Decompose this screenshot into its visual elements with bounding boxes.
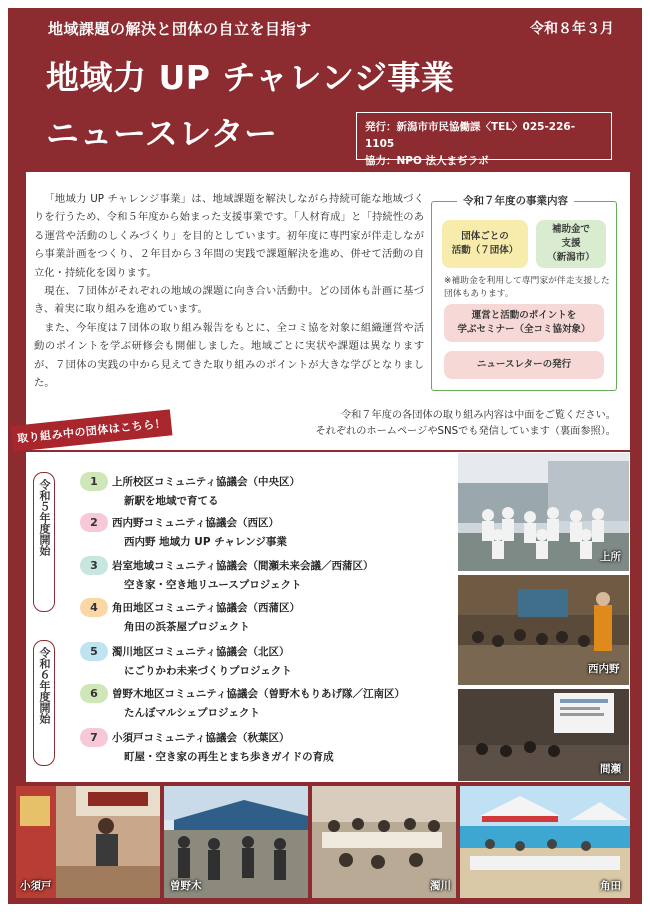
year-label-r5-text: 令和５年度開始 [38, 479, 51, 556]
organization-number: 1 [80, 472, 108, 491]
organization-item [80, 728, 456, 768]
organization-name: 上所校区コミュニティ協議会（中央区） [112, 476, 300, 488]
organization-item [80, 598, 456, 638]
year-label-r6 [33, 640, 55, 766]
panel-note-line-1: 令和７年度の各団体の取り組み内容は中面をご覧ください。 [340, 410, 616, 421]
photo-sonoki [164, 786, 308, 898]
chip-seminar-line-2: 学ぶセミナー（全コミ協対象） [457, 324, 591, 335]
year-label-r5 [33, 472, 55, 612]
organization-name: 西内野コミュニティ協議会（西区） [112, 517, 279, 529]
photo-nishiuchino [458, 575, 629, 685]
publisher-line: 発行：新潟市市民協働課〈TEL〉025-226-1105 [365, 121, 576, 150]
year-label-r6-text: 令和６年度開始 [38, 647, 51, 724]
organization-number: 4 [80, 598, 108, 617]
photo-kakuda [460, 786, 630, 898]
program-box-title: 令和７年度の事業内容 [457, 193, 574, 208]
organization-project: 角田の浜茶屋プロジェクト [124, 621, 250, 633]
organization-number: 2 [80, 513, 108, 532]
organization-item [80, 642, 456, 682]
organization-name: 角田地区コミュニティ協議会（西蒲区） [112, 602, 300, 614]
chip-seminar-line-1: 運営と活動のポイントを [471, 310, 577, 321]
intro-paragraph-2: 現在、７団体がそれぞれの地域の課題に向き合い活動中。どの団体も計画に基づき、着実に取り組みを進めています。 [34, 285, 424, 316]
photo-label-nigorikawa: 濁川 [430, 880, 451, 892]
chip-activity-line-1: 団体ごとの [461, 231, 509, 242]
photo-label-nishiuchino: 西内野 [588, 663, 620, 675]
organization-name: 濁川地区コミュニティ協議会（北区） [112, 646, 290, 658]
organization-project: 空き家・空き地リユースプロジェクト [124, 579, 302, 591]
title-line-1: 地域力 UP チャレンジ事業 [46, 58, 455, 97]
chip-subsidy-line-2: 支援 [561, 238, 581, 249]
photo-kamitokoro [458, 453, 629, 571]
organization-project: にごりかわ未来づくりプロジェクト [124, 665, 292, 677]
panel-note [276, 408, 616, 440]
organization-number: 3 [80, 556, 108, 575]
organization-item [80, 556, 456, 596]
chip-group-activity [442, 220, 528, 268]
intro-paragraph-1: 「地域力 UP チャレンジ事業」は、地域課題を解決しながら持続可能な地域づくりを行うため、令和５年度から始まった支援事業です。「人材育成」と「持続性のある運営や活動のしくみづくり」を目的としています。初年度に専門家が伴走しながら事業計画をつくり、２年目から３年間の実践で課題解決を進め、併せて活動の自立化・持続化を図ります。 [34, 193, 424, 279]
issue-date: 令和８年３月 [530, 21, 614, 37]
organization-item [80, 684, 456, 724]
organization-project: 新駅を地域で育てる [124, 495, 219, 507]
organization-name: 岩室地域コミュニティ協議会（間瀬未来会議／西蒲区） [112, 560, 374, 572]
organizations-banner: 取り組み中の団体はこちら！ [11, 409, 173, 452]
organization-item [80, 513, 456, 553]
photo-label-kosudo: 小須戸 [20, 880, 52, 892]
organization-number: 7 [80, 728, 108, 747]
organization-project: たんぼマルシェプロジェクト [124, 707, 260, 719]
chip-subsidy [536, 220, 606, 268]
photo-nigorikawa [312, 786, 456, 898]
publisher-box [356, 112, 612, 167]
chip-subsidy-line-3: （新潟市） [547, 252, 595, 263]
photo-maze [458, 689, 629, 781]
photo-kosudo [16, 786, 160, 898]
organization-number: 6 [80, 684, 108, 703]
chip-seminar [444, 304, 604, 342]
chip-subsidy-line-1: 補助金で [551, 224, 590, 235]
photo-label-maze: 間瀬 [600, 763, 621, 775]
title-line-2: ニュースレター [46, 114, 278, 153]
organization-project: 町屋・空き家の再生とまち歩きガイドの育成 [124, 751, 334, 763]
organization-item [80, 472, 456, 512]
intro-paragraph-3: また、今年度は７団体の取り組み報告をもとに、全コミ協を対象に組織運営や活動のポイントを学ぶ研修会も開催しました。地域ごとに実状や課題は異なりますが、７団体の実践の中から見えてきた取り組みのポイントが大きな学びとなりました。 [34, 321, 424, 390]
cooperation-line: 協力：NPO 法人まぢラボ [365, 155, 489, 167]
intro-text [34, 190, 424, 392]
organization-number: 5 [80, 642, 108, 661]
subsidy-note: ※補助金を利用して専門家が伴走支援した団体もあります。 [444, 276, 610, 299]
chip-newsletter: ニュースレターの発行 [444, 351, 604, 379]
chip-activity-line-2: 活動（７団体） [451, 245, 519, 256]
photo-label-sonoki: 曽野木 [170, 880, 202, 892]
header-subtitle: 地域課題の解決と団体の自立を目指す [48, 20, 312, 38]
organization-project: 西内野 地域力 UP チャレンジ事業 [124, 536, 287, 548]
panel-note-line-2: それぞれのホームページやSNSでも発信しています（裏面参照）。 [315, 426, 616, 437]
organization-name: 曽野木地区コミュニティ協議会（曽野木もりあげ隊／江南区） [112, 688, 405, 700]
photo-label-kamitokoro: 上所 [600, 551, 621, 563]
photo-label-kakuda: 角田 [600, 880, 621, 892]
organization-name: 小須戸コミュニティ協議会（秋葉区） [112, 732, 290, 744]
